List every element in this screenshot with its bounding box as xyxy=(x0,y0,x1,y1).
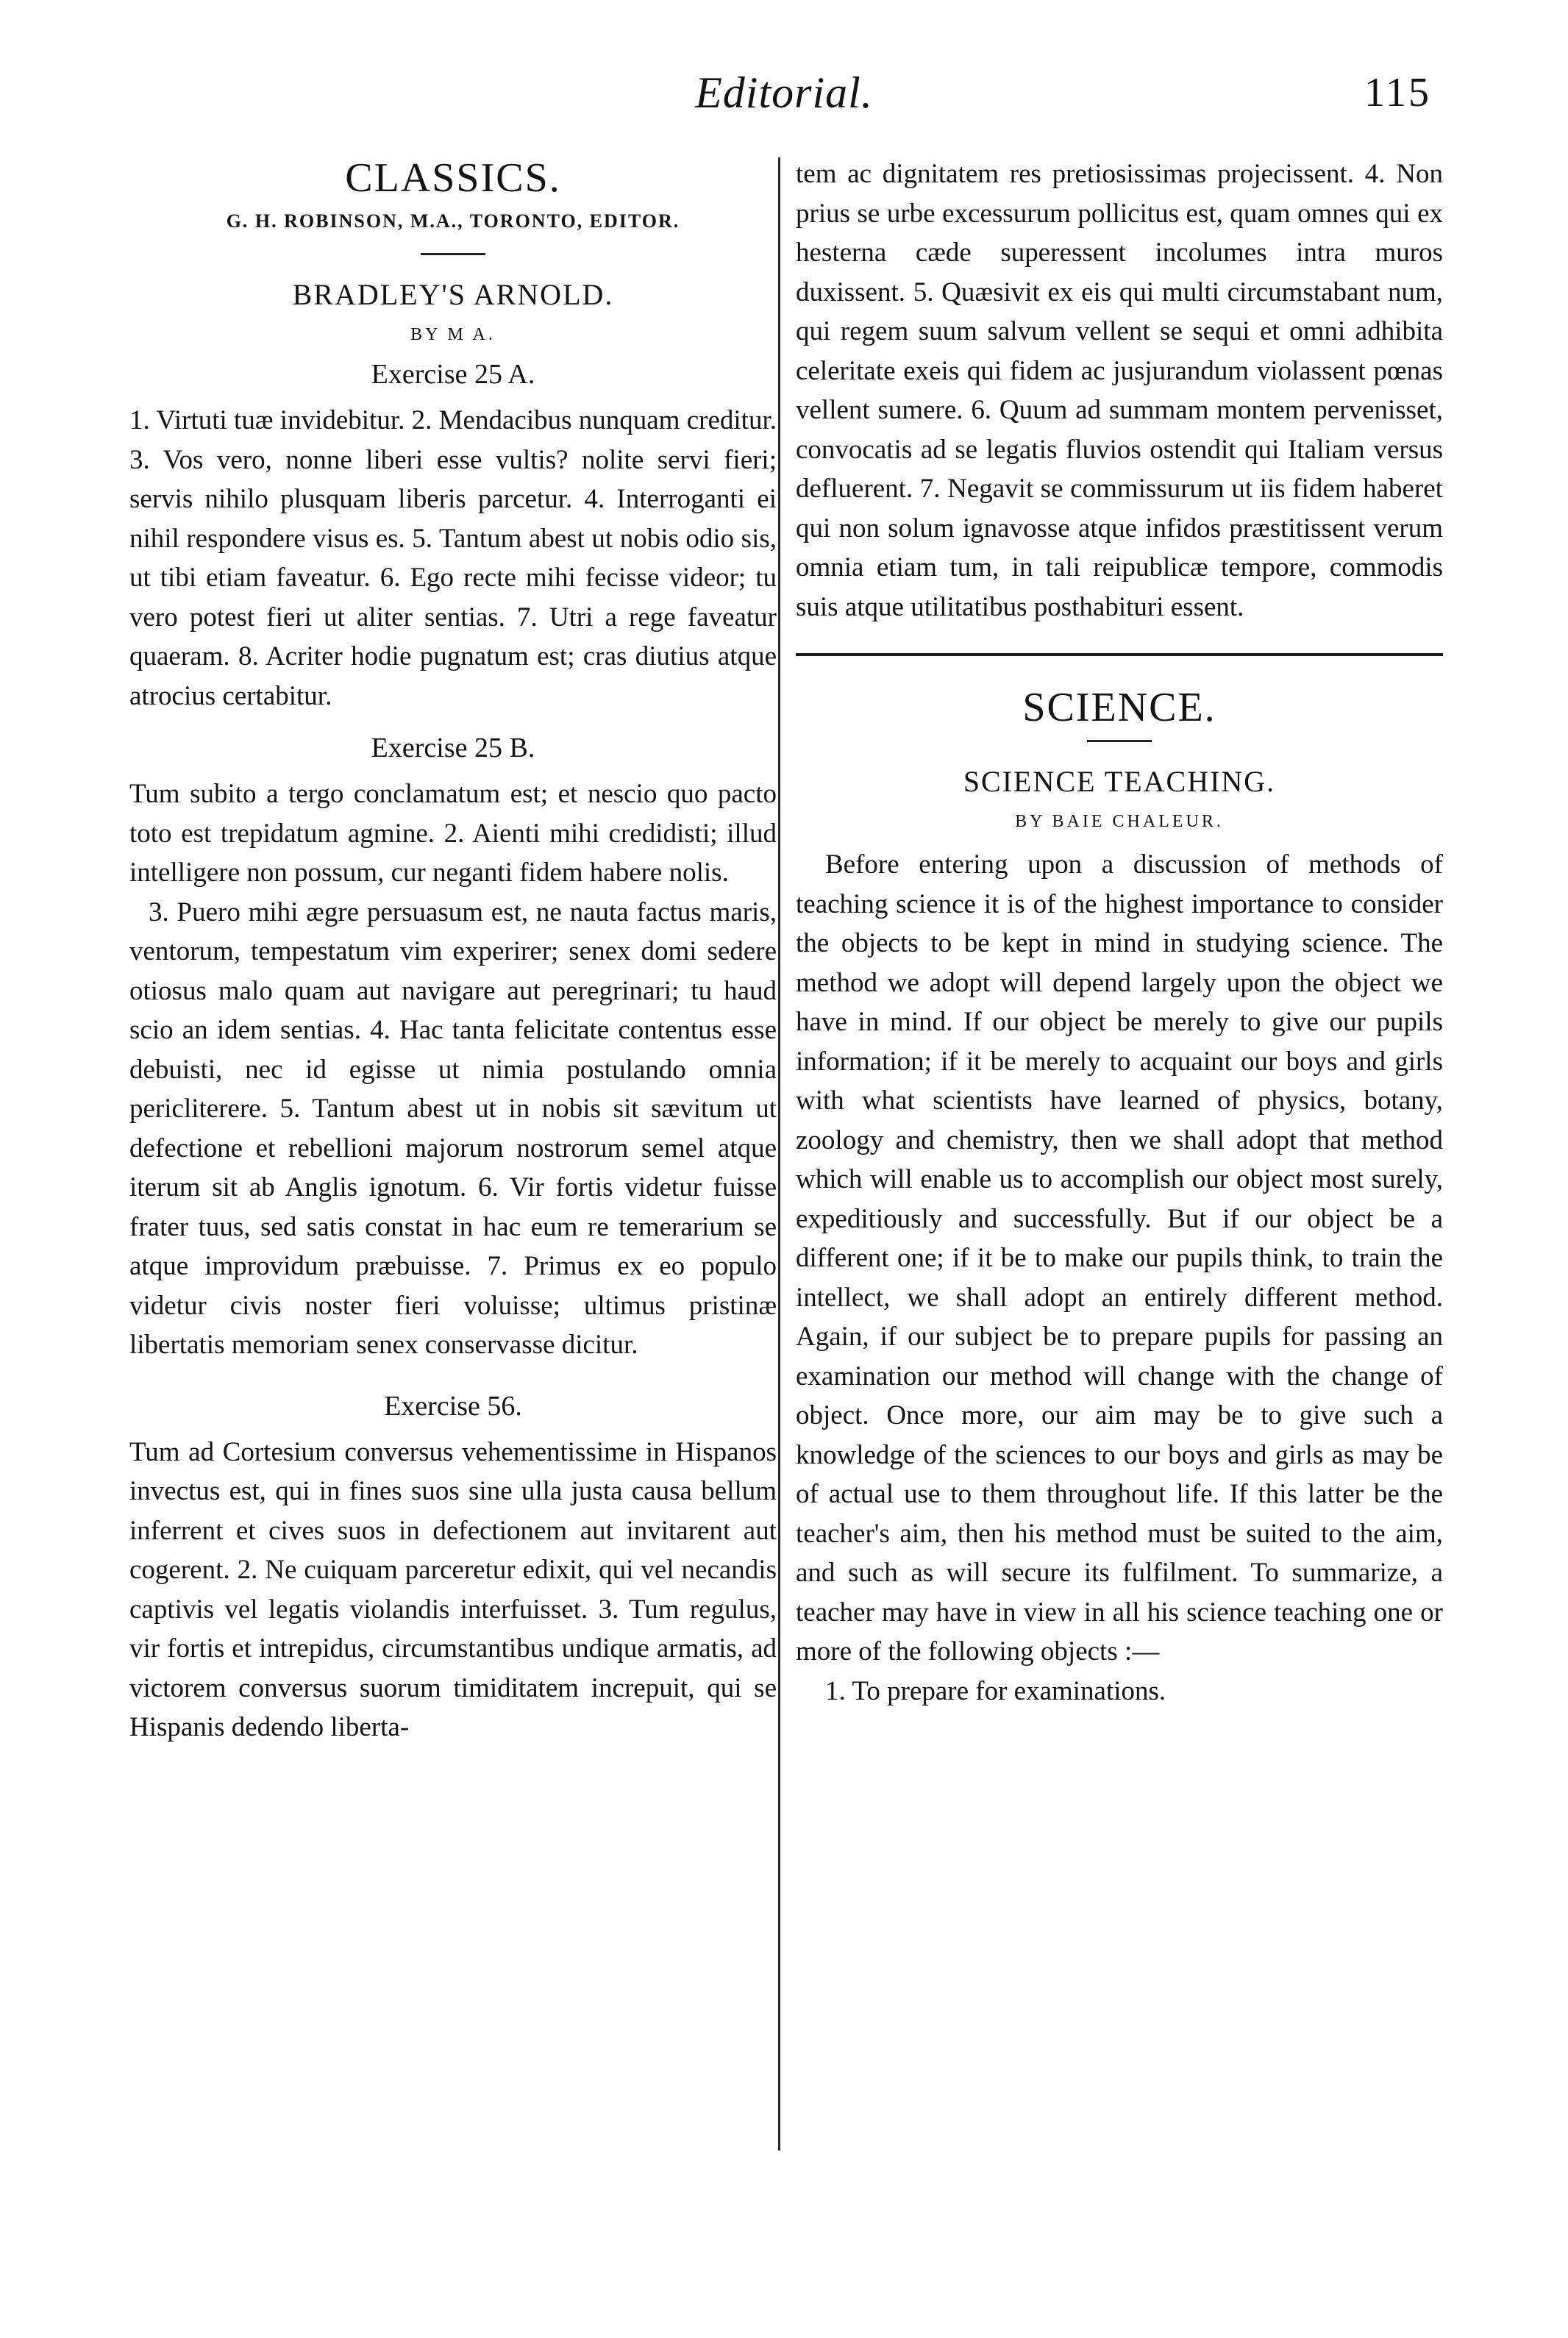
science-list-item-1: 1. To prepare for examinations. xyxy=(825,1675,1166,1706)
section-divider-rule xyxy=(796,653,1443,656)
bradley-article-title: BRADLEY'S ARNOLD. xyxy=(292,278,614,311)
running-head xyxy=(0,68,1568,126)
science-body: Before entering upon a discussion of methods of teaching science it is of the highest importance to consider the objects to be kept in mind in studying science. The method we adopt will depend largely upon the object we have in mind. If our object be merely to give our pupils information; if it be merely to acquaint our boys and girls with what scientists have learned of physics, botany, zoology and chemistry, then we shall adopt that method which will enable us to accomplish our object most surely, expeditiously and successfully. But if our object be a different one; if it be to make our pupils think, to train the intellect, we shall adopt an entirely different method. Again, if our subject be to prepare pupils for passing an examination our method will change with the change of object. Once more, our aim may be to give such a knowledge of the sciences to our boys and girls as may be of actual use to them throughout life. If this latter be the teacher's aim, then his method must be suited to the aim, and such as will secure its fulfilment. To summarize, a teacher may have in view in all his science teaching one or more of the following objects :— xyxy=(796,849,1443,1667)
exercise-25b-heading: Exercise 25 B. xyxy=(371,733,535,763)
left-column xyxy=(129,154,777,1747)
column-divider xyxy=(778,157,780,2150)
page-number: 115 xyxy=(1364,70,1431,115)
science-short-rule xyxy=(1087,740,1152,742)
exercise-25b-paragraph-2: 3. Puero mihi ægre persuasum est, ne nauta factus maris, ventorum, tempestatum vim experirer; senex domi sedere otiosus malo quam aut navigare aut peregrinari; tu haud scio an idem sentias. 4. Hac tanta felicitate contentus esse debuisti, nec id egisse ut nimia postulando omnia pericliterere. 5. Tantum abest ut in nobis sit sævitum ut defectione et rebellioni majorum nostrorum semel atque iterum sit ab Anglis ignotum. 6. Vir fortis videtur fuisse frater tuus, sed satis constat in hac eum re temerarium se atque improvidum præbuisse. 7. Primus ex eo populo videtur civis noster fieri voluisse; ultimus pristinæ libertatis memoriam senex conservasse dicitur. xyxy=(129,897,777,1360)
exercise-25b-paragraph-1: Tum subito a tergo conclamatum est; et nescio quo pacto toto est trepidatum agmine. 2. Aienti mihi credidisti; illud intelligere non possum, cur neganti fidem habere nolis. xyxy=(129,779,777,888)
bradley-byline: BY M A. xyxy=(410,325,496,344)
science-byline: BY BAIE CHALEUR. xyxy=(1015,812,1224,831)
science-section-title: SCIENCE. xyxy=(1022,685,1216,730)
running-title: Editorial. xyxy=(695,68,873,117)
exercise-56-text: Tum ad Cortesium conversus vehementissime in Hispanos invectus est, qui in fines suos sine ulla justa causa bellum inferrent et cives suos in defectionem aut invitarent aut cogerent. 2. Ne cuiquam parceretur edixit, qui vel necandis captivis vel legatis violandis interfuisset. 3. Tum regulus, vir fortis et intrepidus, circumstantibus undique armatis, ad victorem conversus suorum timiditatem increpuit, qui se Hispanis dedendo liberta- xyxy=(129,1436,777,1742)
exercise-25a-text: 1. Virtuti tuæ invidebitur. 2. Mendacibus nunquam creditur. 3. Vos vero, nonne liberi esse vultis? nolite servi fieri; servis nihilo plusquam liberis parcetur. 4. Interroganti ei nihil respondere visus es. 5. Tantum abest ut nobis odio sis, ut tibi etiam faveatur. 6. Ego recte mihi fecisse videor; tu vero potest fieri ut aliter sentias. 7. Utri a rege faveatur quaeram. 8. Acriter hodie pugnatum est; cras diutius atque atrocius certabitur. xyxy=(129,405,777,711)
exercise-56-heading: Exercise 56. xyxy=(384,1390,522,1422)
right-column xyxy=(796,154,1443,1711)
section-rule xyxy=(421,253,485,255)
exercise-25a-heading: Exercise 25 A. xyxy=(371,359,535,390)
classics-editor: G. H. ROBINSON, M.A., TORONTO, EDITOR. xyxy=(226,210,680,232)
classics-section-title: CLASSICS. xyxy=(345,155,561,201)
science-article-title: SCIENCE TEACHING. xyxy=(963,765,1276,798)
exercise-56-continuation: tem ac dignitatem res pretiosissimas projecissent. 4. Non prius se urbe excessurum pollicitus est, quam omnes qui ex hesterna cæde superessent incolumes intra muros duxissent. 5. Quæsivit ex eis qui multi circumstabant num, qui regem suum salvum vellent se sequi et omni adhibita celeritate exeis qui fidem ac jusjurandum violassent pœnas vellent sumere. 6. Quum ad summam montem pervenisset, convocatis ad se legatis fluvios ostendit qui Italiam versus defluerent. 7. Negavit se commissurum ut iis fidem haberet qui non solum ignavosse atque infidos præstitissent verum omnia etiam tum, in tali reipublicæ tempore, commodis suis atque utilitatibus posthabituri essent. xyxy=(796,159,1443,622)
